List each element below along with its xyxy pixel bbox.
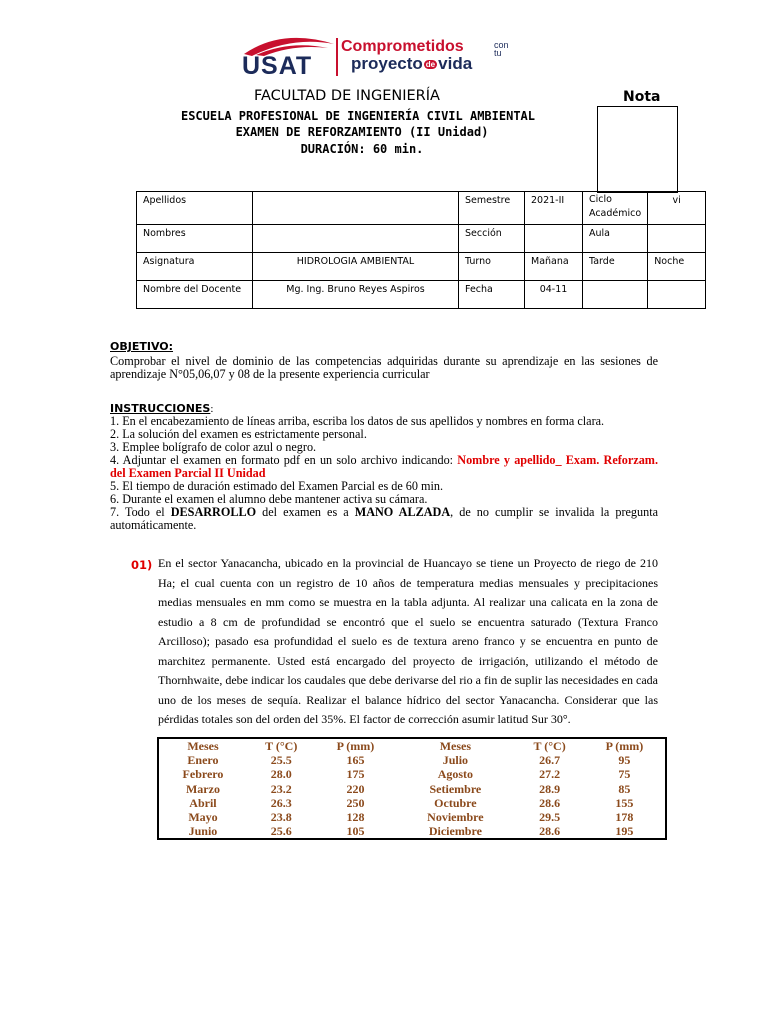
table-cell: 23.8 (270, 810, 292, 825)
table-cell: Mayo (188, 810, 218, 825)
instruction-7-a: 7. Todo el (110, 505, 171, 519)
nota-label: Nota (623, 89, 661, 105)
instruction-7-d: MANO ALZADA (354, 505, 451, 519)
logo-tagline-2b: vida (438, 54, 473, 73)
nota-box (597, 106, 678, 193)
table-row (137, 225, 706, 253)
instructions-list (110, 415, 658, 532)
instruction-7 (110, 506, 658, 532)
logo-tagline-2a: proyecto (351, 54, 423, 73)
instruction-3: 3. Emplee bolígrafo de color azul o negro. (110, 440, 317, 454)
header-cell: Meses (439, 739, 472, 754)
logo-tagline-small (494, 41, 514, 57)
table-cell: 128 (346, 810, 365, 825)
nombres-label: Nombres (137, 225, 253, 253)
instruction-4 (110, 454, 658, 480)
instruction-4-filename: Nombre y apellido_ Exam. Reforzam. del Examen Parcial II Unidad (110, 453, 658, 480)
empty-cell (583, 281, 648, 309)
logo-divider (336, 38, 338, 76)
table-cell: 26.3 (270, 795, 292, 810)
table-row (137, 192, 706, 225)
table-row (158, 810, 666, 824)
table-cell: 175 (346, 767, 365, 782)
table-row (137, 253, 706, 281)
table-cell: 178 (615, 810, 634, 825)
instrucciones-colon: : (210, 403, 214, 415)
instruction-5: 5. El tiempo de duración estimado del Examen Parcial es de 60 min. (110, 479, 444, 493)
table-cell: 28.6 (539, 824, 561, 839)
table-row (158, 767, 666, 781)
turno-manana: Mañana (525, 253, 583, 281)
table-cell: 27.2 (539, 767, 561, 782)
semestre-label: Semestre (459, 192, 525, 225)
aula-field[interactable] (648, 225, 706, 253)
header-cell: P (mm) (336, 739, 375, 754)
semestre-value: 2021-II (525, 192, 583, 225)
heart-icon: de (425, 60, 436, 70)
table-cell: Marzo (185, 781, 220, 796)
table-cell: 28.9 (539, 781, 561, 796)
docente-value: Mg. Ing. Bruno Reyes Aspiros (253, 281, 459, 309)
usat-brand: USAT (242, 52, 313, 80)
table-cell: Octubre (434, 795, 477, 810)
fecha-label: Fecha (459, 281, 525, 309)
table-cell: Agosto (437, 767, 474, 782)
table-row (158, 782, 666, 796)
turno-label: Turno (459, 253, 525, 281)
nombres-field[interactable] (253, 225, 459, 253)
table-cell: 85 (618, 781, 631, 796)
ciclo-label: Ciclo Académico (583, 192, 648, 225)
table-cell: Abril (189, 795, 217, 810)
student-info-table (136, 191, 706, 309)
objetivo-title: OBJETIVO: (110, 340, 174, 353)
turno-noche: Noche (648, 253, 706, 281)
header-cell: Meses (187, 739, 219, 754)
seccion-label: Sección (459, 225, 525, 253)
table-cell: 165 (346, 753, 365, 768)
table-cell: 26.7 (539, 753, 561, 768)
logo-tagline-1: Comprometidos (341, 38, 464, 55)
table-cell: 23.2 (270, 781, 292, 796)
table-row (158, 824, 666, 839)
table-cell: Junio (188, 824, 218, 839)
table-header-row (158, 738, 666, 753)
header-cell: T (°C) (533, 739, 566, 754)
empty-cell (648, 281, 706, 309)
table-cell: Setiembre (429, 781, 482, 796)
header-cell: P (mm) (605, 739, 644, 754)
table-cell: 220 (346, 781, 365, 796)
table-cell: 95 (618, 753, 631, 768)
apellidos-label: Apellidos (137, 192, 253, 225)
table-cell: 75 (618, 767, 631, 782)
faculty-title: FACULTAD DE INGENIERÍA (254, 88, 440, 104)
climate-data-table (157, 737, 667, 840)
instruction-7-b: DESARROLLO (170, 505, 257, 519)
logo-tagline-small-text: con tu (494, 40, 509, 58)
exam-duration: DURACIÓN: 60 min. (300, 142, 424, 156)
instruction-1: 1. En el encabezamiento de líneas arriba, escriba los datos de sus apellidos y nombres en forma clara. (110, 414, 605, 428)
instrucciones-title: INSTRUCCIONES (110, 402, 211, 415)
aula-label: Aula (583, 225, 648, 253)
table-row (158, 753, 666, 767)
table-cell: 155 (615, 795, 634, 810)
table-cell: 250 (346, 795, 365, 810)
table-cell: 29.5 (539, 810, 561, 825)
asignatura-label: Asignatura (137, 253, 253, 281)
question-text: En el sector Yanacancha, ubicado en la provincial de Huancayo se tiene un Proyecto de riego de 210 Ha; el cual cuenta con un registro de 10 años de temperatura medias mensuales y precipitaciones medias mensuales en mm como se muestra en la tabla adjunta. Al realizar una calicata en la zona de estudio a 8 cm de profundidad se encontró que el suelo se encuentra saturado (Textura Franco Arcilloso); pasado esa profundidad el suelo es de textura areno franco y se encuentra en punto de marchitez permanente. Usted está encargado del proyecto de irrigación, utilizando el método de Thornhwaite, debe indicar los caudales que debe derivarse del rio a fin de suplir las necesidades en cada uno de los meses de sequía. Realizar el balance hídrico del sector Yanacancha. Considerar que las pérdidas totales son del orden del 35%. El factor de corrección asumir latitud Sur 30°. (158, 556, 658, 726)
docente-label: Nombre del Docente (137, 281, 253, 309)
table-cell: Julio (442, 753, 469, 768)
seccion-field[interactable] (525, 225, 583, 253)
table-cell: 28.6 (539, 795, 561, 810)
ciclo-value: vi (648, 192, 706, 225)
table-cell: Enero (187, 753, 219, 768)
objetivo-text: Comprobar el nivel de dominio de las competencias adquiridas durante su aprendizaje en las sesiones de aprendizaje N°05,06,07 y 08 de la presente experiencia curricular (110, 354, 658, 381)
logo-tagline-2 (351, 54, 472, 74)
table-cell: 28.0 (270, 767, 292, 782)
header-cell: T (°C) (265, 739, 298, 754)
apellidos-field[interactable] (253, 192, 459, 225)
instruction-2: 2. La solución del examen es estrictamente personal. (110, 427, 367, 441)
fecha-value: 04-11 (525, 281, 583, 309)
table-cell: 105 (346, 824, 365, 839)
table-cell: Noviembre (427, 810, 484, 825)
turno-tarde: Tarde (583, 253, 648, 281)
table-cell: Diciembre (428, 824, 482, 839)
table-row (158, 796, 666, 810)
instruction-7-c: del examen es a (256, 505, 355, 519)
school-title: ESCUELA PROFESIONAL DE INGENIERÍA CIVIL AMBIENTAL (180, 109, 535, 123)
instruction-7-e: , de no cumplir se invalida la pregunta automáticamente. (110, 505, 658, 532)
exam-title: EXAMEN DE REFORZAMIENTO (II Unidad) (235, 125, 489, 139)
instruction-4-text: 4. Adjuntar el examen en formato pdf en un solo archivo indicando: (110, 453, 458, 467)
asignatura-value: HIDROLOGIA AMBIENTAL (253, 253, 459, 281)
table-row (137, 281, 706, 309)
question-number: 01) (131, 558, 153, 572)
table-cell: 25.5 (270, 753, 292, 768)
table-cell: 25.6 (270, 824, 292, 839)
table-cell: 195 (615, 824, 634, 839)
table-cell: Febrero (182, 767, 224, 782)
instruction-6: 6. Durante el examen el alumno debe mantener activa su cámara. (110, 492, 428, 506)
